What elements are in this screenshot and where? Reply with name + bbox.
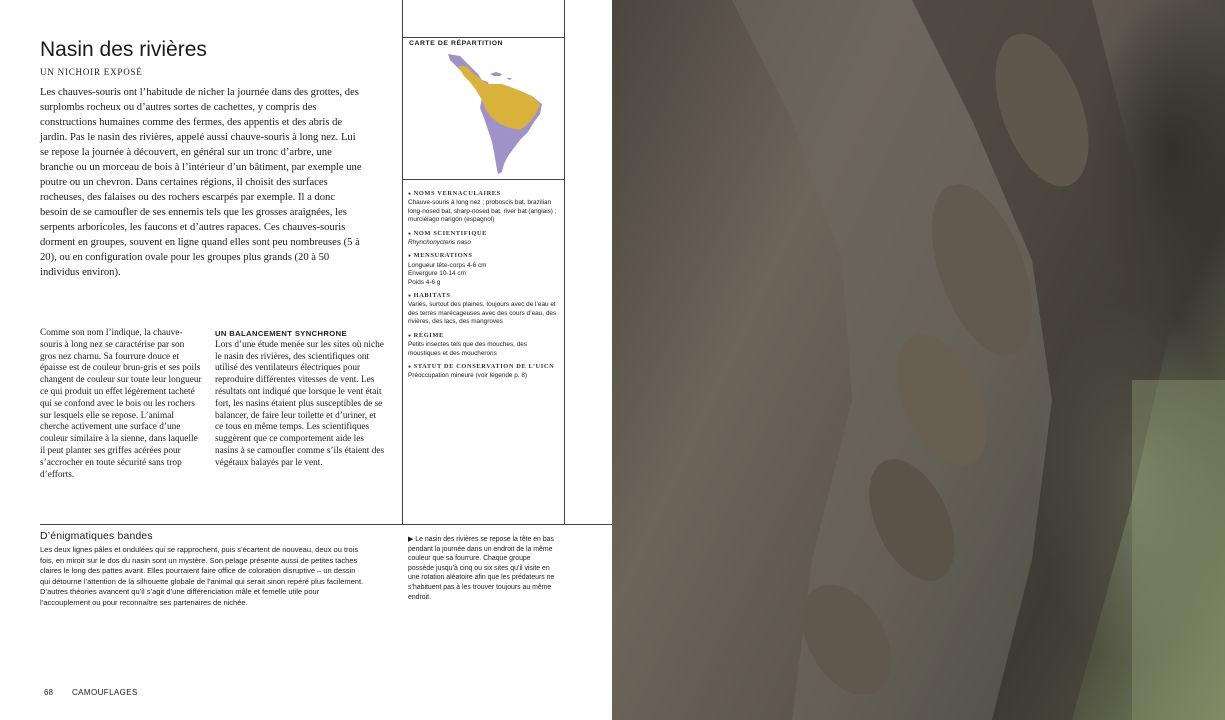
fact-diet: ● RÉGIME Petits insectes tels que des mouches, des moustiques et des moucherons (408, 332, 560, 358)
fact-text: Chauve-souris à long nez ; proboscis bat, brazilian long-nosed bat, sharp-nosed bat, river bat (anglais) ; murciélago narigón (espagnol) (408, 199, 557, 224)
map-caribbean-islands (490, 72, 512, 80)
section-body: Les deux lignes pâles et ondulées qui se rapprochent, puis s’écartent de nouveau, deux ou trois fois, en miroir sur le dos du nasin sont un mystère. Son pelage présente aussi de petites taches claires le long des pattes avant. Elles pourraient faire office de coloration disruptive – un dessin qui détourne l’attention de la silhouette globale de l’animal qui serait sinon repéré plus facilement. D’autres théories avancent qu’il s’agit d’une différenciation mâle et femelle utile pour l’accouplement ou pour reconnaître ses partenaires de nichée. (40, 545, 364, 607)
fact-measurements: ● MENSURATIONS Longueur tête-corps 4-6 cm Envergure 10-14 cm Poids 4-6 g (408, 252, 560, 287)
sidebar-divider (402, 0, 403, 524)
map-rule (402, 37, 564, 38)
page-title: Nasin des rivières (40, 38, 207, 61)
sidebar-edge (564, 0, 565, 524)
fact-heading: MENSURATIONS (413, 252, 473, 260)
fact-heading: NOM SCIENTIFIQUE (413, 229, 487, 237)
column-text: Lors d’une étude menée sur les sites où niche le nasin des rivières, des scientifiques ont utilisé des ventilateurs électriques pour reproduire différentes vitesses de vent. Les résultats ont indiqué que lorsque le vent était fort, les nasins étaient plus susceptibles de se balancer, de faire leur toilette et d’uriner, et ce tous en même temps. Les scientifiques suggèrent que ce comportement aide les nasins à se camoufler comme s’ils étaient des végétaux balayés par le vent. (215, 339, 385, 468)
fact-text: Variés, surtout des plaines, toujours avec de l’eau et des terres marécageuses avec des cours d’eau, des rivières, des lacs, des mangroves (408, 301, 557, 326)
facts-panel (408, 190, 560, 386)
fact-text: Petits insectes tels que des mouches, des moustiques et des moucherons (408, 341, 528, 357)
fact-habitats: ● HABITATS Variés, surtout des plaines, toujours avec de l’eau et des terres marécageuses avec des cours d’eau, des rivières, des lacs, des mangroves (408, 292, 560, 327)
fact-text: Préoccupation mineure (voir légende p. 8) (408, 372, 528, 380)
photo-caption (408, 535, 558, 602)
page-subtitle: UN NICHOIR EXPOSÉ (40, 67, 143, 77)
caption-arrow-icon: ▶ (408, 536, 414, 543)
bat-photo (612, 0, 1225, 720)
left-page (0, 0, 612, 720)
distribution-map (430, 52, 550, 176)
section-rule (40, 524, 612, 525)
fact-heading: HABITATS (413, 292, 451, 300)
section-title: D’énigmatiques bandes (40, 531, 153, 542)
facts-rule (402, 179, 564, 180)
running-head: CAMOUFLAGES (72, 688, 138, 697)
fact-heading: NOMS VERNACULAIRES (413, 190, 501, 197)
caption-text: Le nasin des rivières se repose la tête en bas pendant la journée dans un endroit de la même couleur que sa fourrure. Chaque groupe possède jusqu’à cinq ou six sites qu’il visite en une rotation aléatoire afin que les prédateurs ne s’habituent pas à les trouver toujours au même endroit. (408, 536, 555, 601)
body-column-1: Comme son nom l’indique, la chauve-souris à long nez se caractérise par son gros nez charnu. Sa fourrure douce et épaisse est de couleur brun-gris et ses poils changent de couleur sur toute leur longueur ce qui produit un effet légèrement tacheté qui se confond avec le bois ou les rochers sur lesquels elle se repose. L’animal cherche activement une surface d’une couleur similaire à la sienne, dans laquelle il peut planter ses griffes acérées pour s’accrocher en toute sécurité sans trop d’efforts. (40, 328, 202, 480)
fact-heading: RÉGIME (413, 331, 444, 339)
body-column-2 (215, 328, 385, 470)
column-heading: UN BALANCEMENT SYNCHRONE (215, 329, 347, 338)
intro-paragraph: Les chauves-souris ont l’habitude de nicher la journée dans des grottes, des surplombs rocheux ou d’autres sortes de cachettes, y compris des constructions humaines comme des fermes, des appentis et des abris de jardin. Pas le nasin des rivières, appelé aussi chauve-souris à long nez. Lui se repose la journée à découvert, en général sur un tronc d’arbre, une branche ou un morceau de bois à l’intérieur d’un bâtiment, par exemple une poutre ou un chevron. Dans certaines régions, il choisit des surfaces rocheuses, des falaises ou des rochers escarpés par exemple. Il a donc besoin de se camoufler de ses ennemis tels que les grosses araignées, les serpents arboricoles, les faucons et d’autres rapaces. Ces chauves-souris dorment en groupes, souvent en ligne quand elles sont peu nombreuses (5 à 20), ou en configuration ovale pour les groupes plus grands (20 à 50 individus environ). (40, 87, 362, 278)
fact-text: Longueur tête-corps 4-6 cm Envergure 10-14 cm Poids 4-6 g (408, 261, 487, 286)
map-label: CARTE DE RÉPARTITION (409, 40, 504, 47)
fact-conservation-status: ● STATUT DE CONSERVATION DE L’UICN Préoccupation mineure (voir légende p. 8) (408, 363, 560, 381)
page-number: 68 (44, 688, 53, 697)
fact-text: Rhynchonycteris naso (408, 239, 471, 247)
fact-scientific-name: ● NOM SCIENTIFIQUE Rhynchonycteris naso (408, 230, 560, 248)
photo-illustration (612, 0, 1225, 720)
fact-common-names: ● NOMS VERNACULAIRES Chauve-souris à long nez ; proboscis bat, brazilian long-nosed bat, sharp-nosed bat, river bat (anglais) ; murciélago narigón (espagnol) (408, 190, 560, 225)
fact-heading: STATUT DE CONSERVATION DE L’UICN (413, 362, 555, 370)
